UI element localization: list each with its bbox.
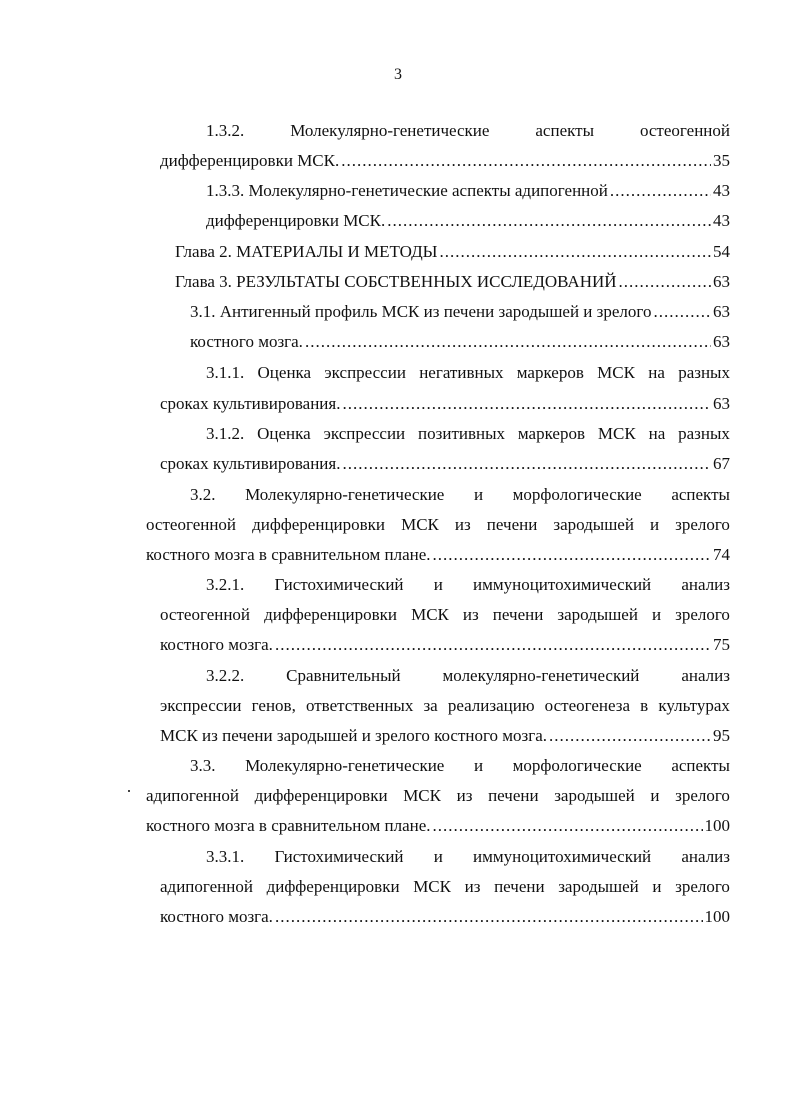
toc-entry-1-3-2-line-2[interactable]: [160, 149, 730, 173]
toc-word: печени: [486, 515, 538, 534]
toc-entry-3-3-1-line-3[interactable]: [160, 905, 730, 929]
toc-page-number: 63: [713, 332, 730, 351]
toc-word: зрелого: [675, 515, 730, 534]
toc-page-number: 95: [713, 726, 730, 745]
toc-word: МСК: [413, 877, 451, 896]
toc-word: маркеров: [517, 424, 586, 443]
toc-word: Оценка: [257, 363, 312, 382]
toc-word: иммуноцитохимический: [473, 847, 652, 866]
toc-word: ответственных: [305, 696, 414, 715]
page-number: 3: [394, 66, 402, 83]
toc-word: аспекты: [671, 485, 730, 504]
toc-entry-3-2-line-1: [190, 483, 730, 507]
toc-word: и: [649, 515, 660, 534]
toc-entry-1-3-3-line-2[interactable]: [206, 209, 730, 233]
toc-word: остеогенной: [146, 515, 237, 534]
toc-entry-text: Глава 3. РЕЗУЛЬТАТЫ СОБСТВЕННЫХ ИССЛЕДОВАНИЙ: [175, 272, 617, 291]
toc-word: 3.2.1.: [206, 575, 245, 594]
toc-word: Гистохимический: [274, 575, 404, 594]
toc-entry-3-1-1-line-1: [206, 361, 730, 385]
toc-entry-3-1-1-line-2[interactable]: [160, 392, 730, 416]
toc-word: Оценка: [257, 424, 311, 443]
toc-entry-3-1-2-line-2[interactable]: [160, 452, 730, 476]
toc-word: 3.2.2.: [206, 666, 245, 685]
toc-word: анализ: [681, 847, 730, 866]
toc-word: негативных: [419, 363, 504, 382]
toc-word: зрелого: [675, 786, 730, 805]
dot-leader: [619, 270, 711, 294]
toc-entry-text: костного мозга.: [160, 635, 273, 654]
toc-word: 1.3.2.: [206, 121, 245, 140]
toc-word: за: [423, 696, 438, 715]
toc-entry-3-3-1-line-1: [206, 845, 730, 869]
toc-entry-text: костного мозга в сравнительном плане.: [146, 545, 431, 564]
toc-entry-text: 1.3.3. Молекулярно-генетические аспекты адипогенной: [206, 181, 608, 200]
dot-leader: [433, 543, 711, 567]
dot-leader: [433, 814, 703, 838]
toc-entry-text: 3.1. Антигенный профиль МСК из печени зародышей и зрелого: [190, 302, 652, 321]
dot-leader: [440, 240, 712, 264]
toc-word: дифференцировки: [254, 786, 388, 805]
dot-leader: [275, 633, 711, 657]
toc-word: Сравнительный: [286, 666, 401, 685]
toc-page-number: 35: [713, 151, 730, 170]
toc-entry-1-3-3-line-1[interactable]: [206, 179, 730, 203]
toc-word: морфологические: [512, 756, 642, 775]
toc-word: из: [456, 786, 473, 805]
toc-entry-3-3-line-2: [146, 784, 730, 808]
toc-word: культурах: [658, 696, 730, 715]
toc-entry-3-1-line-1[interactable]: [190, 300, 730, 324]
toc-page-number: 54: [713, 242, 730, 261]
toc-word: из: [464, 877, 481, 896]
scan-speck: [128, 790, 130, 792]
toc-word: Гистохимический: [274, 847, 404, 866]
toc-page-number: 100: [704, 816, 730, 835]
toc-word: и: [651, 605, 662, 624]
toc-entry-3-2-line-2: [146, 513, 730, 537]
toc-word: печени: [494, 877, 545, 896]
dot-leader: [653, 300, 711, 324]
toc-word: остеогенной: [160, 605, 251, 624]
toc-word: 3.1.1.: [206, 363, 245, 382]
toc-page-number: 100: [704, 907, 730, 926]
toc-word: дифференцировки: [266, 877, 400, 896]
toc-entry-text: сроках культивирования.: [160, 394, 341, 413]
toc-page-number: 63: [713, 394, 730, 413]
dot-leader: [342, 452, 711, 476]
toc-word: из: [462, 605, 479, 624]
dot-leader: [275, 905, 703, 929]
toc-entry-3-2-2-line-3[interactable]: [160, 724, 730, 748]
toc-word: зрелого: [675, 605, 730, 624]
toc-word: из: [454, 515, 471, 534]
dot-leader: [305, 330, 711, 354]
toc-word: и: [473, 756, 484, 775]
toc-word: адипогенной: [146, 786, 239, 805]
toc-word: анализ: [681, 575, 730, 594]
toc-word: маркеров: [516, 363, 584, 382]
toc-word: морфологические: [512, 485, 642, 504]
dot-leader: [341, 149, 711, 173]
toc-entry-3-2-2-line-2: [160, 694, 730, 718]
toc-word: на: [648, 363, 665, 382]
toc-word: зародышей: [554, 786, 635, 805]
toc-word: МСК: [597, 424, 636, 443]
toc-entry-3-1-line-2[interactable]: [190, 330, 730, 354]
toc-entry-3-2-2-line-1: [206, 664, 730, 688]
toc-entry-text: дифференцировки МСК.: [160, 151, 340, 170]
toc-entry-3-3-line-3[interactable]: [146, 814, 730, 838]
toc-word: дифференцировки: [252, 515, 386, 534]
toc-word: позитивных: [418, 424, 506, 443]
toc-word: иммуноцитохимический: [473, 575, 652, 594]
toc-word: МСК: [403, 786, 441, 805]
toc-entry-text: дифференцировки МСК.: [206, 211, 386, 230]
toc-entry-text: МСК из печени зародышей и зрелого костного мозга.: [160, 726, 548, 745]
toc-entry-3-3-1-line-2: [160, 875, 730, 899]
toc-word: и: [473, 485, 484, 504]
dot-leader: [549, 724, 711, 748]
dot-leader: [342, 392, 711, 416]
toc-word: разных: [678, 424, 730, 443]
toc-chapter-3[interactable]: [175, 270, 730, 294]
toc-page-number: 43: [713, 181, 730, 200]
toc-word: аспекты: [535, 121, 595, 140]
toc-chapter-2[interactable]: [175, 240, 730, 264]
toc-word: экспрессии: [323, 424, 406, 443]
toc-entry-3-2-line-3[interactable]: [146, 543, 730, 567]
toc-word: зародышей: [558, 877, 639, 896]
toc-word: 3.3.1.: [206, 847, 245, 866]
toc-word: остеогенеза: [544, 696, 631, 715]
toc-word: зародышей: [557, 605, 638, 624]
toc-word: генов,: [251, 696, 296, 715]
toc-entry-3-1-2-line-1: [206, 422, 730, 446]
toc-word: зародышей: [553, 515, 634, 534]
toc-word: печени: [488, 786, 539, 805]
toc-page-number: 75: [713, 635, 730, 654]
toc-word: анализ: [681, 666, 730, 685]
dot-leader: [610, 179, 711, 203]
toc-word: 3.2.: [190, 485, 216, 504]
dot-leader: [387, 209, 711, 233]
toc-entry-3-2-1-line-2: [160, 603, 730, 627]
toc-word: печени: [492, 605, 544, 624]
toc-word: экспрессии: [160, 696, 242, 715]
toc-word: дифференцировки: [264, 605, 398, 624]
toc-entry-3-2-1-line-1: [206, 573, 730, 597]
toc-word: и: [652, 877, 662, 896]
toc-page-number: 43: [713, 211, 730, 230]
toc-word: адипогенной: [160, 877, 253, 896]
toc-word: 3.3.: [190, 756, 216, 775]
toc-entry-1-3-2-line-1: [206, 119, 730, 143]
toc-word: зрелого: [675, 877, 730, 896]
toc-word: экспрессии: [324, 363, 406, 382]
toc-word: Молекулярно-генетические: [245, 756, 445, 775]
toc-page-number: 63: [713, 302, 730, 321]
toc-word: и: [433, 847, 443, 866]
toc-word: и: [650, 786, 660, 805]
toc-page-number: 63: [713, 272, 730, 291]
toc-page-number: 67: [713, 454, 730, 473]
toc-word: МСК: [597, 363, 635, 382]
toc-entry-3-2-1-line-3[interactable]: [160, 633, 730, 657]
toc-entry-text: костного мозга в сравнительном плане.: [146, 816, 431, 835]
toc-word: Молекулярно-генетические: [290, 121, 490, 140]
toc-word: МСК: [411, 605, 449, 624]
toc-entry-text: Глава 2. МАТЕРИАЛЫ И МЕТОДЫ: [175, 242, 438, 261]
toc-entry-text: костного мозга.: [190, 332, 303, 351]
toc-word: остеогенной: [639, 121, 730, 140]
toc-word: разных: [678, 363, 730, 382]
toc-word: МСК: [401, 515, 439, 534]
toc-word: и: [433, 575, 443, 594]
toc-page-number: 74: [713, 545, 730, 564]
toc-word: аспекты: [671, 756, 730, 775]
toc-word: Молекулярно-генетические: [245, 485, 445, 504]
toc-word: 3.1.2.: [206, 424, 245, 443]
toc-entry-text: сроках культивирования.: [160, 454, 341, 473]
toc-word: молекулярно-генетический: [442, 666, 640, 685]
toc-entry-3-3-line-1: [190, 754, 730, 778]
toc-word: реализацию: [447, 696, 535, 715]
toc-word: на: [648, 424, 666, 443]
toc-word: в: [640, 696, 649, 715]
toc-entry-text: костного мозга.: [160, 907, 273, 926]
